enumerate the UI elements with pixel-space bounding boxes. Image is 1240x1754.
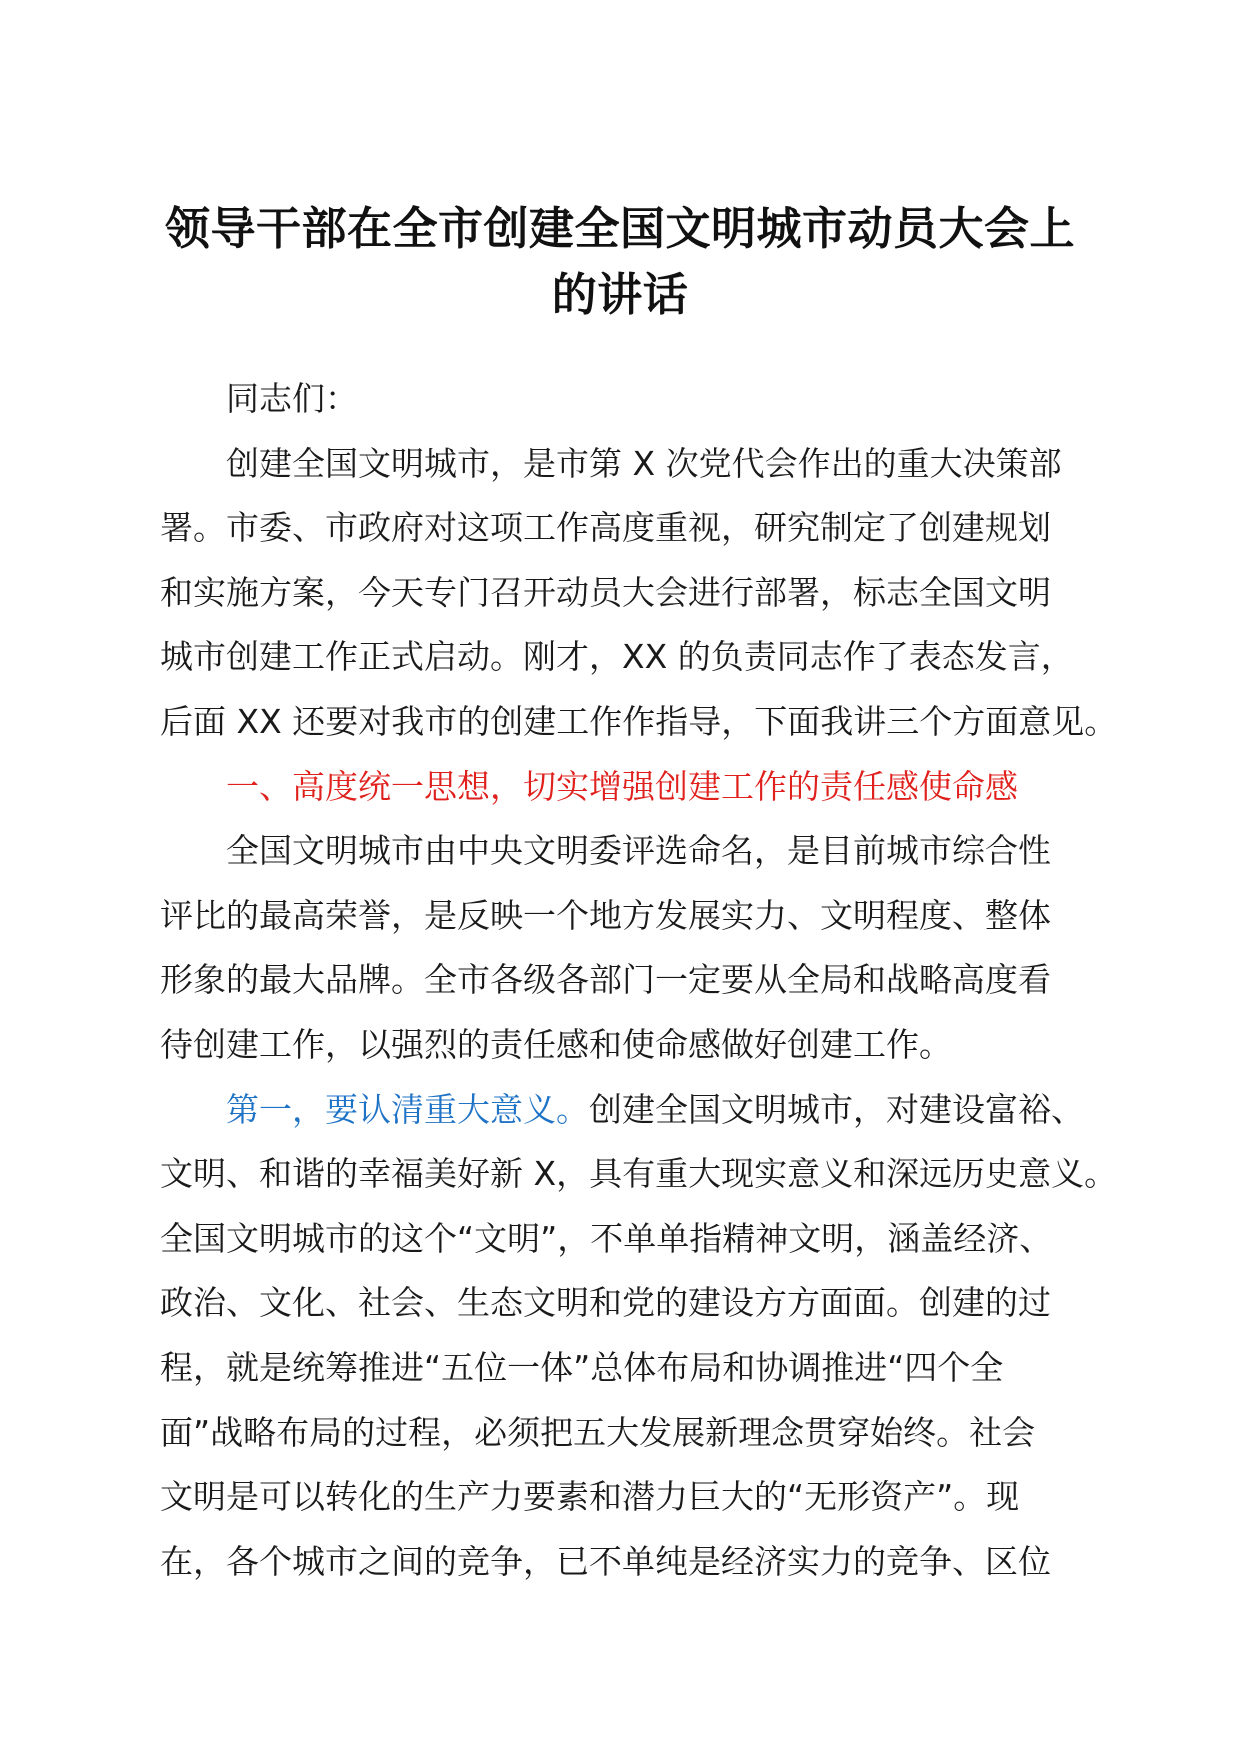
paragraph-1-line: 后面 XX 还要对我市的创建工作作指导，下面我讲三个方面意见。 xyxy=(160,701,1118,741)
salutation: 同志们： xyxy=(226,379,358,418)
paragraph-3-line: 政治、文化、社会、生态文明和党的建设方方面面。创建的过 xyxy=(160,1283,1051,1323)
section-heading-1: 一、高度统一思想，切实增强创建工作的责任感使命感 xyxy=(226,766,1018,806)
paragraph-3-line: 面”战略布局的过程，必须把五大发展新理念贯穿始终。社会 xyxy=(160,1412,1036,1452)
paragraph-2-line: 待创建工作，以强烈的责任感和使命感做好创建工作。 xyxy=(160,1024,952,1064)
paragraph-3-line: 全国文明城市的这个“文明”，不单单指精神文明，涵盖经济、 xyxy=(160,1218,1053,1258)
paragraph-3-line: 文明是可以转化的生产力要素和潜力巨大的“无形资产”。现 xyxy=(160,1477,1020,1517)
paragraph-1-line: 创建全国文明城市，是市第 X 次党代会作出的重大决策部 xyxy=(226,443,1062,483)
paragraph-3-first-line xyxy=(160,1078,1120,1143)
title-line-2: 的讲话 xyxy=(551,268,689,321)
paragraph-2-line: 形象的最大品牌。全市各级各部门一定要从全局和战略高度看 xyxy=(160,960,1051,1000)
paragraph-3 xyxy=(160,1078,1120,1595)
paragraph-2-line: 全国文明城市由中央文明委评选命名，是目前城市综合性 xyxy=(226,831,1051,871)
document-title xyxy=(150,196,1090,328)
title-line-1: 领导干部在全市创建全国文明城市动员大会上 xyxy=(164,202,1075,255)
paragraph-3-line: 程，就是统筹推进“五位一体”总体布局和协调推进“四个全 xyxy=(160,1347,1004,1387)
paragraph-2-line: 评比的最高荣誉，是反映一个地方发展实力、文明程度、整体 xyxy=(160,895,1051,935)
paragraph-3-line: 在，各个城市之间的竞争，已不单纯是经济实力的竞争、区位 xyxy=(160,1541,1051,1581)
paragraph-1-line: 城市创建工作正式启动。刚才，XX 的负责同志作了表态发言， xyxy=(160,637,1074,677)
paragraph-1-line: 署。市委、市政府对这项工作高度重视，研究制定了创建规划 xyxy=(160,508,1051,548)
paragraph-3-first-rest: 创建全国文明城市，对建设富裕、 xyxy=(589,1089,1084,1129)
document-body xyxy=(160,367,1120,1594)
paragraph-3-lead: 第一，要认清重大意义。 xyxy=(226,1089,589,1129)
paragraph-2 xyxy=(160,819,1120,1077)
paragraph-3-line: 文明、和谐的幸福美好新 X，具有重大现实意义和深远历史意义。 xyxy=(160,1154,1118,1194)
paragraph-1-line: 和实施方案，今天专门召开动员大会进行部署，标志全国文明 xyxy=(160,572,1051,612)
paragraph-1 xyxy=(160,432,1120,755)
